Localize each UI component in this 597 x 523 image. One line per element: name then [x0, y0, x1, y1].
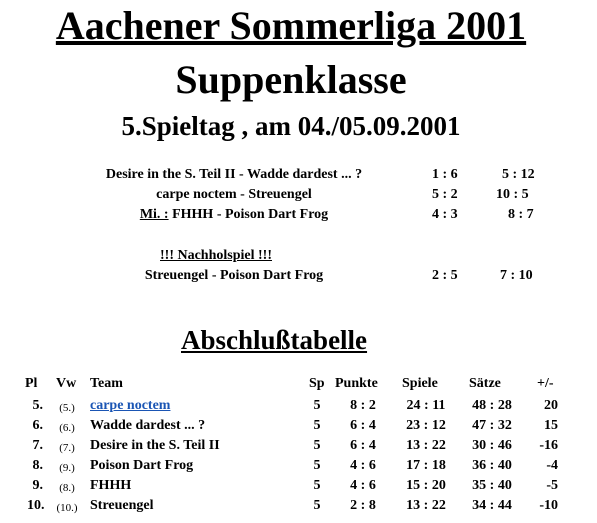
- class-title: Suppenklasse: [175, 57, 407, 102]
- cell-sp: 5: [313, 498, 321, 513]
- cell-diff: -10: [539, 498, 558, 513]
- cell-team: Wadde dardest ... ?: [90, 418, 206, 433]
- match-home: FHHH: [172, 207, 214, 222]
- col-header-punkte: Punkte: [335, 376, 378, 391]
- cell-punkte: 4 : 6: [350, 478, 376, 493]
- match-row: Desire in the S. Teil II - Wadde dardest ... ?: [105, 167, 363, 182]
- cell-vw: (7.): [59, 442, 75, 454]
- cell-punkte: 8 : 2: [350, 398, 376, 413]
- cell-diff: -16: [539, 438, 558, 453]
- col-header-vw: Vw: [56, 376, 77, 391]
- cell-pl: 9.: [32, 478, 43, 493]
- cell-sp: 5: [313, 398, 321, 413]
- cell-punkte: 4 : 6: [350, 458, 376, 473]
- catchup-sets: 7 : 10: [500, 268, 533, 283]
- catchup-label: !!! Nachholspiel !!!: [160, 248, 272, 263]
- cell-spiele: 24 : 11: [406, 398, 446, 413]
- cell-team: Poison Dart Frog: [90, 458, 194, 473]
- league-title: Aachener Sommerliga 2001: [55, 3, 527, 48]
- team-link[interactable]: carpe noctem: [90, 398, 171, 413]
- col-header-pl: Pl: [25, 376, 38, 391]
- col-header-diff: +/-: [537, 376, 554, 391]
- match-prefix: Mi. :: [139, 207, 169, 222]
- cell-vw: (6.): [59, 422, 75, 434]
- cell-saetze: 47 : 32: [472, 418, 512, 433]
- cell-spiele: 15 : 20: [406, 478, 446, 493]
- col-header-sp: Sp: [309, 376, 325, 391]
- cell-saetze: 35 : 40: [472, 478, 512, 493]
- cell-saetze: 34 : 44: [472, 498, 512, 513]
- catchup-away: Poison Dart Frog: [220, 268, 324, 283]
- cell-vw: (5.): [59, 402, 75, 414]
- match-sets: 5 : 12: [502, 167, 535, 182]
- cell-punkte: 2 : 8: [350, 498, 376, 513]
- match-home: carpe noctem: [156, 187, 237, 202]
- match-games: 1 : 6: [432, 167, 458, 182]
- cell-vw: (8.): [59, 482, 75, 494]
- cell-pl: 6.: [32, 418, 43, 433]
- cell-diff: 20: [544, 398, 558, 413]
- cell-punkte: 6 : 4: [350, 418, 376, 433]
- catchup-row: Streuengel - Poison Dart Frog: [144, 268, 324, 283]
- cell-spiele: 13 : 22: [406, 498, 446, 513]
- cell-sp: 5: [313, 478, 321, 493]
- match-home: Desire in the S. Teil II: [105, 167, 236, 182]
- cell-team: FHHH: [90, 478, 132, 493]
- cell-diff: 15: [544, 418, 558, 433]
- round-title: 5.Spieltag , am 04./05.09.2001: [121, 111, 461, 141]
- col-header-saetze: Sätze: [469, 376, 501, 391]
- cell-sp: 5: [313, 458, 321, 473]
- match-away: Poison Dart Frog: [224, 207, 329, 222]
- cell-spiele: 17 : 18: [406, 458, 446, 473]
- match-sets: 10 : 5: [496, 187, 529, 202]
- cell-vw: (9.): [59, 462, 75, 474]
- cell-saetze: 36 : 40: [472, 458, 512, 473]
- cell-pl: 8.: [32, 458, 43, 473]
- cell-punkte: 6 : 4: [350, 438, 376, 453]
- match-sets: 8 : 7: [508, 207, 534, 222]
- match-games: 5 : 2: [432, 187, 458, 202]
- cell-team: Streuengel: [90, 498, 154, 513]
- cell-sp: 5: [313, 418, 321, 433]
- cell-pl: 10.: [27, 498, 45, 513]
- match-row: Mi. : FHHH - Poison Dart Frog: [139, 207, 329, 222]
- cell-diff: -5: [546, 478, 558, 493]
- cell-saetze: 30 : 46: [472, 438, 512, 453]
- catchup-games: 2 : 5: [432, 268, 458, 283]
- col-header-spiele: Spiele: [402, 376, 438, 391]
- cell-pl: 5.: [32, 398, 43, 413]
- cell-spiele: 23 : 12: [406, 418, 446, 433]
- cell-team: Desire in the S. Teil II: [90, 438, 220, 453]
- cell-vw: (10.): [56, 502, 78, 514]
- cell-saetze: 48 : 28: [472, 398, 512, 413]
- match-away: Wadde dardest ... ?: [246, 167, 363, 182]
- cell-spiele: 13 : 22: [406, 438, 446, 453]
- table-title: Abschlußtabelle: [181, 325, 368, 355]
- match-row: carpe noctem - Streuengel: [156, 187, 312, 202]
- match-games: 4 : 3: [432, 207, 458, 222]
- cell-diff: -4: [546, 458, 558, 473]
- cell-sp: 5: [313, 438, 321, 453]
- catchup-home: Streuengel: [144, 268, 209, 283]
- col-header-team: Team: [90, 376, 123, 391]
- cell-pl: 7.: [32, 438, 43, 453]
- match-away: Streuengel: [248, 187, 312, 202]
